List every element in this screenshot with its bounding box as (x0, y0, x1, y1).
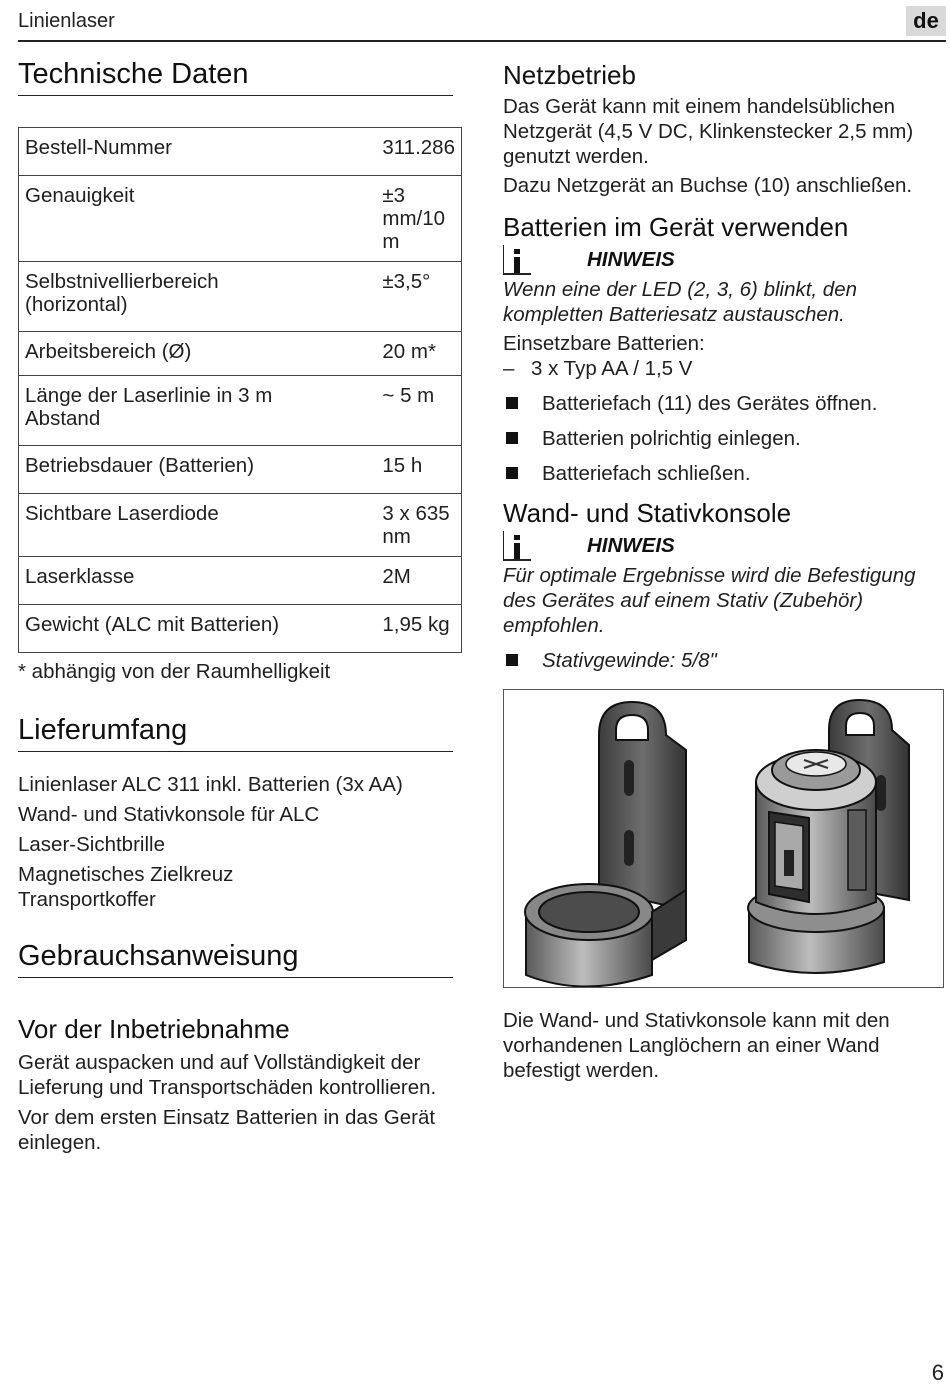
figure-caption: Die Wand- und Stativkonsole kann mit den vorhandenen Langlöchern an einer Wand befestigt werden. (503, 1009, 890, 1082)
battery-step (503, 391, 947, 416)
scope-list (18, 772, 462, 912)
header-rule (18, 40, 946, 42)
wall-console (525, 702, 686, 987)
battery-step (503, 461, 947, 486)
page-number: 6 (931, 1360, 944, 1385)
mount-bullet-text: Stativgewinde: 5/8" (542, 649, 717, 672)
spec-table (18, 127, 462, 653)
spec-row (19, 446, 462, 494)
technical-data-heading: Technische Daten (18, 58, 249, 90)
list-item: Wand- und Stativkonsole für ALC (18, 803, 320, 826)
spec-label: Selbstnivellierbereich (horizontal) (19, 262, 377, 332)
right-column (503, 58, 947, 1083)
spec-row (19, 605, 462, 653)
bullet-square-icon (506, 432, 518, 444)
spec-value: 3 x 635 nm (376, 494, 461, 557)
mount-hinweis (503, 529, 947, 563)
before-use-heading: Vor der Inbetriebnahme (18, 1014, 290, 1044)
language-badge: de (906, 6, 946, 36)
mains-text: Dazu Netzgerät an Buchse (10) anschließen. (503, 174, 913, 197)
list-item: Magnetisches Zielkreuz (18, 863, 234, 886)
spec-label: Arbeitsbereich (Ø) (19, 332, 377, 376)
spec-value: ~ 5 m (376, 376, 461, 446)
laser-on-console (748, 700, 909, 973)
spec-label: Laserklasse (19, 557, 377, 605)
spec-row (19, 176, 462, 262)
spec-row (19, 494, 462, 557)
hinweis-label: HINWEIS (587, 534, 675, 557)
dash-marker: – (503, 357, 515, 380)
spec-row (19, 376, 462, 446)
spec-label: Länge der Laserlinie in 3 m Abstand (19, 376, 377, 446)
bullet-square-icon (506, 654, 518, 666)
mount-note: Für optimale Ergebnisse wird die Befestigung des Gerätes auf einem Stativ (Zubehör) empfohlen. (503, 564, 916, 637)
before-use-text: Gerät auspacken und auf Vollständigkeit der Lieferung und Transportschäden kontrollieren. (18, 1051, 437, 1099)
before-use-text: Vor dem ersten Einsatz Batterien in das Gerät einlegen. (18, 1106, 436, 1154)
spec-row (19, 262, 462, 332)
product-illustration (503, 689, 944, 988)
spec-value: 1,95 kg (376, 605, 461, 653)
heading-rule (18, 751, 453, 752)
spec-footnote: * abhängig von der Raumhelligkeit (18, 660, 331, 683)
bullet-square-icon (506, 397, 518, 409)
battery-step (503, 426, 947, 451)
scope-heading: Lieferumfang (18, 714, 188, 746)
spec-value: ±3,5° (376, 262, 461, 332)
heading-rule (18, 95, 453, 96)
spec-value: 20 m* (376, 332, 461, 376)
spec-row (19, 557, 462, 605)
battery-step-text: Batteriefach schließen. (542, 462, 751, 485)
mount-bullet (503, 648, 947, 673)
battery-hinweis (503, 243, 947, 277)
spec-row (19, 332, 462, 376)
spec-label: Bestell-Nummer (19, 128, 377, 176)
battery-heading: Batterien im Gerät verwenden (503, 212, 849, 242)
info-icon (503, 245, 531, 275)
battery-types-label: Einsetzbare Batterien: (503, 332, 705, 355)
spec-value: 2M (376, 557, 461, 605)
battery-type: 3 x Typ AA / 1,5 V (531, 357, 693, 380)
battery-type-item (503, 356, 947, 381)
bullet-square-icon (506, 467, 518, 479)
spec-row (19, 128, 462, 176)
mains-heading: Netzbetrieb (503, 60, 636, 90)
console-and-laser-drawing (504, 690, 943, 987)
battery-step-text: Batterien polrichtig einlegen. (542, 427, 801, 450)
mains-text: Das Gerät kann mit einem handelsüblichen Netzgerät (4,5 V DC, Klinkenstecker 2,5 mm) genutzt werden. (503, 95, 914, 168)
manual-heading: Gebrauchsanweisung (18, 940, 299, 972)
spec-value: ±3 mm/10 m (376, 176, 461, 262)
heading-rule (18, 977, 453, 978)
spec-value: 15 h (376, 446, 461, 494)
hinweis-label: HINWEIS (587, 248, 675, 271)
spec-label: Betriebsdauer (Batterien) (19, 446, 377, 494)
list-item: Linienlaser ALC 311 inkl. Batterien (3x AA) (18, 773, 403, 796)
mount-heading: Wand- und Stativkonsole (503, 498, 792, 528)
list-item: Laser-Sichtbrille (18, 833, 165, 856)
spec-label: Genauigkeit (19, 176, 377, 262)
spec-label: Gewicht (ALC mit Batterien) (19, 605, 377, 653)
battery-note: Wenn eine der LED (2, 3, 6) blinkt, den kompletten Batteriesatz austauschen. (503, 278, 858, 326)
battery-step-text: Batteriefach (11) des Gerätes öffnen. (542, 392, 878, 415)
list-item: Transportkoffer (18, 888, 156, 911)
header-title: Linienlaser (18, 10, 115, 32)
spec-value: 311.286 (376, 128, 461, 176)
left-column (18, 58, 462, 1155)
info-icon (503, 531, 531, 561)
spec-label: Sichtbare Laserdiode (19, 494, 377, 557)
